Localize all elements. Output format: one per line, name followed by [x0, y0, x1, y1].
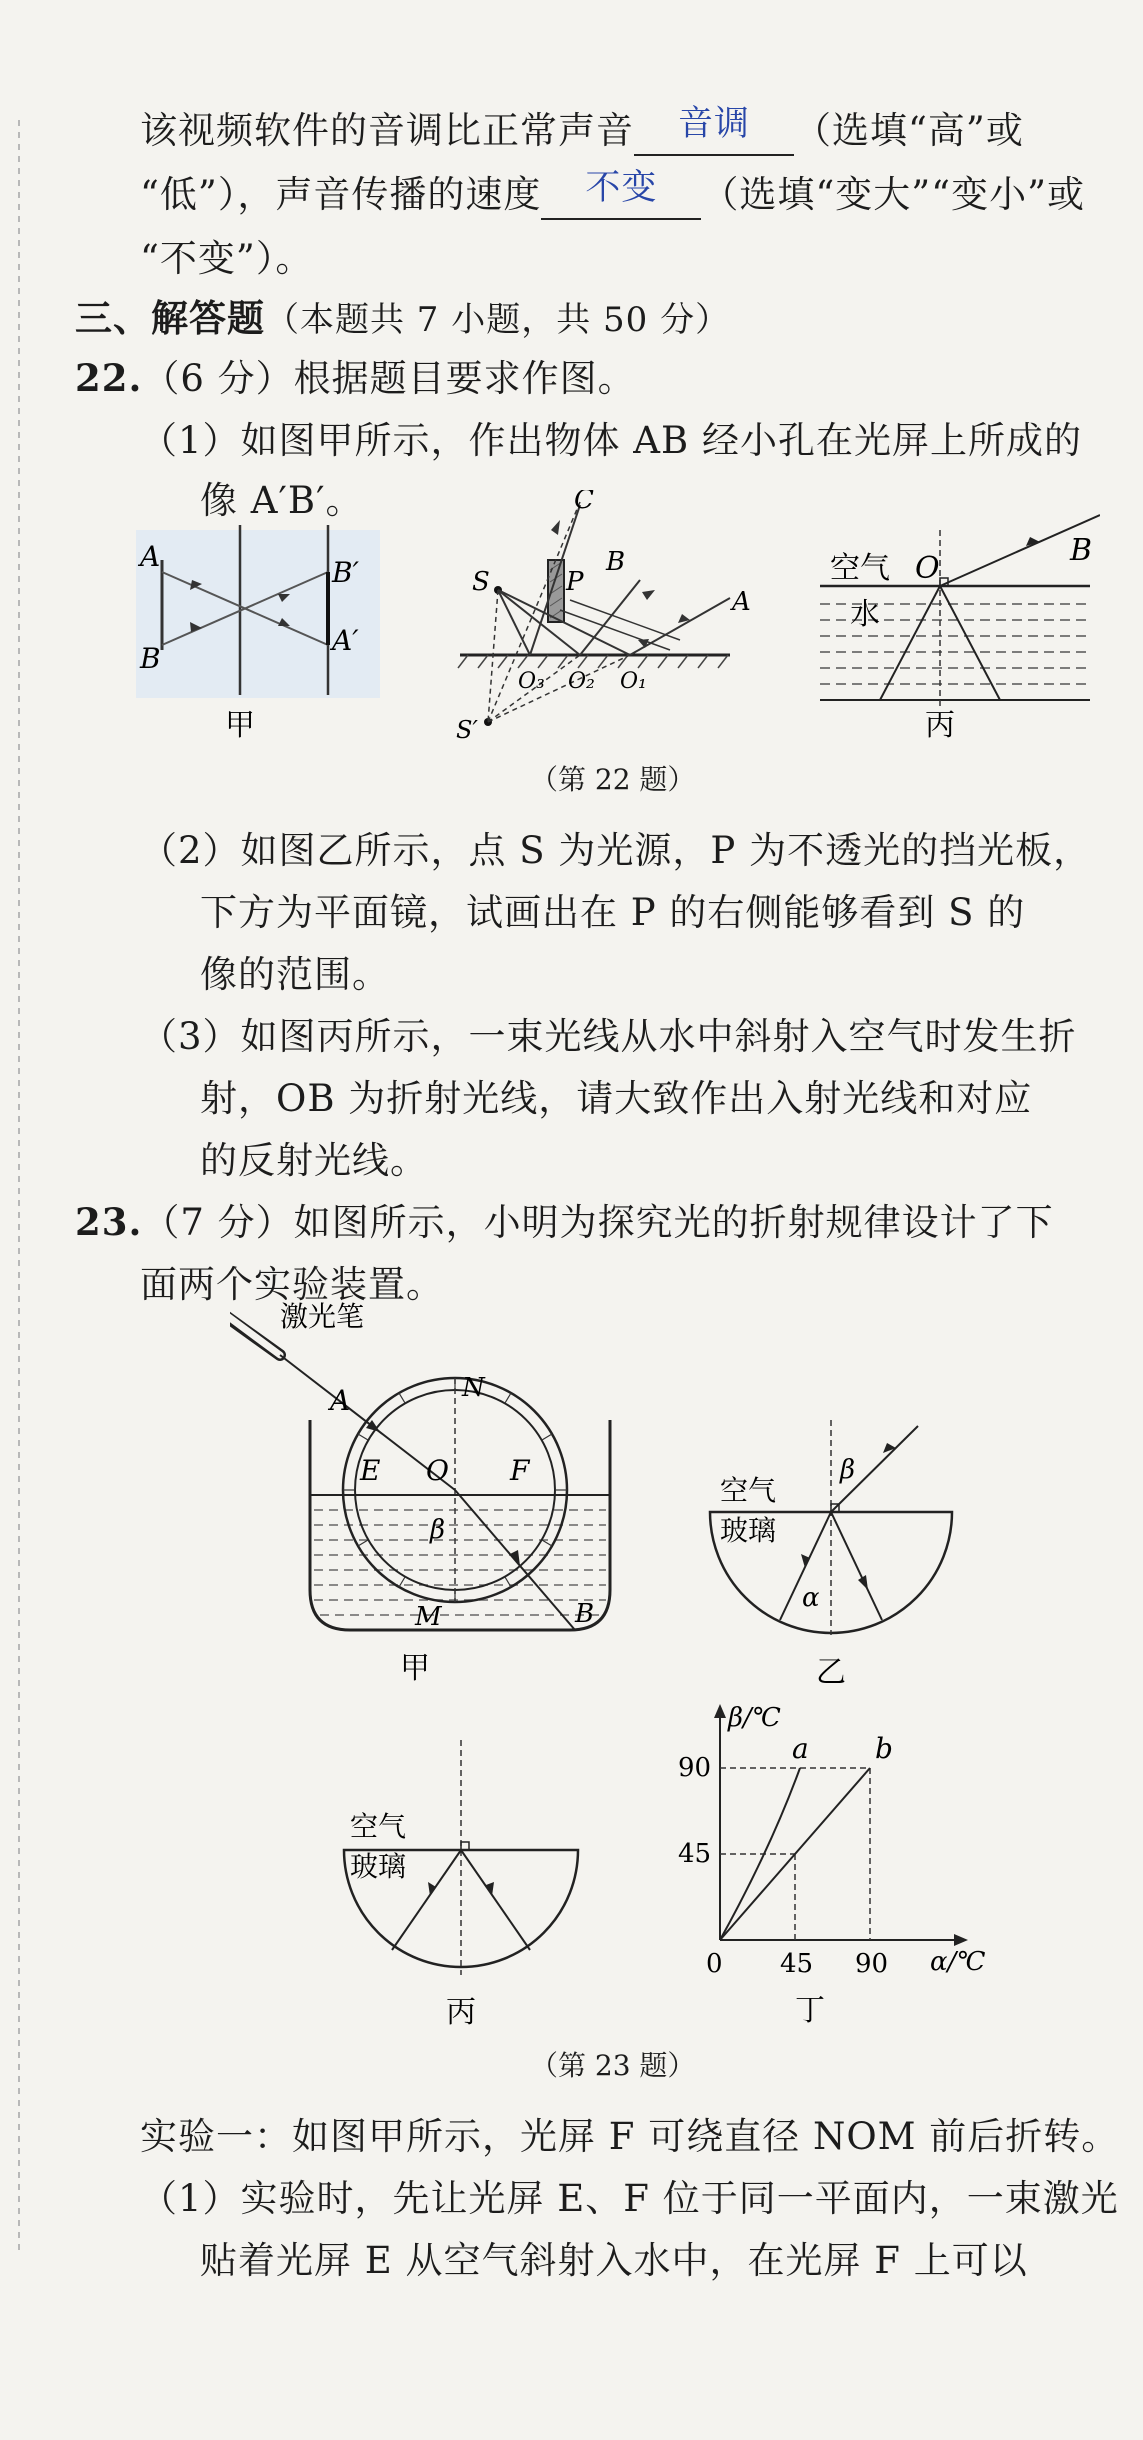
label-laser-pen: 激光笔 — [280, 1300, 365, 1333]
label-alpha: α — [802, 1583, 820, 1613]
figure-23-yi — [690, 1420, 990, 1700]
figure-22-yi — [440, 490, 760, 745]
label-air: 空气 — [720, 1474, 777, 1507]
label-air: 空气 — [350, 1810, 407, 1843]
incident-ray-right — [461, 1850, 530, 1950]
x-axis-label: α/℃ — [930, 1947, 986, 1977]
label-a: A — [732, 587, 751, 617]
label-beta: β — [840, 1455, 856, 1485]
text-line-3: “不变”）。 — [140, 237, 314, 280]
q22-part2-line1: （2）如图乙所示，点 S 为光源，P 为不透光的挡光板， — [140, 829, 1092, 872]
label-s-prime: S′ — [456, 716, 478, 744]
label-b: B — [575, 1599, 595, 1629]
q23-experiment1: 实验一：如图甲所示，光屏 F 可绕直径 NOM 前后折转。 — [140, 2115, 1120, 2158]
label-n: N — [462, 1373, 485, 1403]
label-a: a — [792, 1732, 809, 1765]
reflected-ray — [940, 586, 1000, 700]
figure-label-bing: 丙 — [446, 1995, 476, 2030]
figure-23-jia — [230, 1300, 660, 1700]
y-axis-label: β/℃ — [728, 1703, 781, 1733]
q22-part3-line2: 射，OB 为折射光线，请大致作出入射光线和对应 — [200, 1077, 1033, 1120]
label-f: F — [510, 1454, 530, 1487]
figure-label-bing: 丙 — [925, 708, 955, 740]
tick-x-90: 90 — [855, 1949, 889, 1979]
label-beta: β — [430, 1515, 446, 1545]
tick-y-45: 45 — [678, 1839, 712, 1869]
q22-caption: （第 22 题） — [530, 763, 696, 796]
label-s: S — [472, 567, 490, 597]
q22-part1-line1: （1）如图甲所示，作出物体 AB 经小孔在光屏上所成的 — [140, 419, 1082, 462]
figure-23-ding-graph — [670, 1700, 990, 2030]
label-b: B — [1070, 533, 1093, 568]
figure-label-ding: 丁 — [795, 1993, 825, 2028]
section-title: 三、解答题（本题共 7 小题，共 50 分） — [75, 296, 731, 340]
q22-header: 22.（6 分）根据题目要求作图。 — [75, 356, 636, 400]
label-glass: 玻璃 — [720, 1514, 777, 1547]
label-b: B — [606, 547, 626, 577]
answer-speed: 不变 — [585, 168, 658, 208]
tick-y-90: 90 — [678, 1753, 712, 1783]
figure-label-jia: 甲 — [400, 1651, 430, 1686]
margin-dashed-rule — [18, 120, 20, 2250]
label-o: O — [426, 1454, 449, 1487]
reflected-ray — [831, 1512, 882, 1620]
label-a-prime: A′ — [332, 624, 359, 657]
label-c: C — [574, 490, 594, 515]
tick-x-45: 45 — [780, 1949, 814, 1979]
q22-part1-line2: 像 A′B′。 — [200, 479, 364, 522]
label-o: O — [915, 551, 940, 586]
figure-22-bing — [800, 500, 1100, 740]
tick-x-0: 0 — [706, 1949, 723, 1979]
q23-line2: 面两个实验装置。 — [140, 1263, 444, 1306]
q22-part2-line3: 像的范围。 — [200, 953, 390, 996]
label-o2: O₂ — [568, 669, 595, 694]
label-a: A — [140, 540, 161, 573]
q22-part3-line1: （3）如图丙所示，一束光线从水中斜射入空气时发生折 — [140, 1015, 1077, 1058]
label-b: b — [875, 1732, 893, 1765]
label-e: E — [360, 1454, 381, 1487]
q23-part1-line2: 贴着光屏 E 从空气斜射入水中，在光屏 F 上可以 — [200, 2239, 1028, 2282]
q23-header: 23.（7 分）如图所示，小明为探究光的折射规律设计了下 — [75, 1200, 1054, 1244]
text-line-2: “低”），声音传播的速度 不变 （选填“变大”“变小”或 — [140, 164, 1085, 220]
label-p: P — [566, 567, 584, 597]
label-a: A — [330, 1384, 351, 1417]
label-water: 水 — [850, 597, 880, 632]
label-o3: O₃ — [518, 669, 545, 694]
label-o1: O₁ — [620, 669, 647, 694]
answer-blank-pitch[interactable] — [634, 104, 794, 156]
q23-caption: （第 23 题） — [530, 2049, 696, 2082]
figure-22-jia — [130, 520, 390, 740]
answer-blank-speed[interactable] — [541, 168, 701, 220]
incident-ray — [880, 586, 940, 700]
label-b: B — [140, 642, 161, 675]
label-air: 空气 — [830, 551, 890, 586]
label-b-prime: B′ — [332, 556, 359, 589]
label-glass: 玻璃 — [350, 1850, 407, 1883]
q22-part2-line2: 下方为平面镜，试画出在 P 的右侧能够看到 S 的 — [200, 891, 1026, 934]
water-tank — [310, 1420, 610, 1630]
q22-part3-line3: 的反射光线。 — [200, 1139, 428, 1182]
figure-23-bing — [330, 1740, 600, 2040]
text-line-1: 该视频软件的音调比正常声音 音调 （选填“高”或 — [140, 100, 1024, 156]
figure-label-yi: 乙 — [816, 1655, 846, 1690]
answer-pitch: 音调 — [677, 104, 750, 144]
label-m: M — [415, 1602, 442, 1632]
figure-label-jia: 甲 — [225, 708, 255, 740]
q23-part1-line1: （1）实验时，先让光屏 E、F 位于同一平面内，一束激光 — [140, 2177, 1119, 2220]
